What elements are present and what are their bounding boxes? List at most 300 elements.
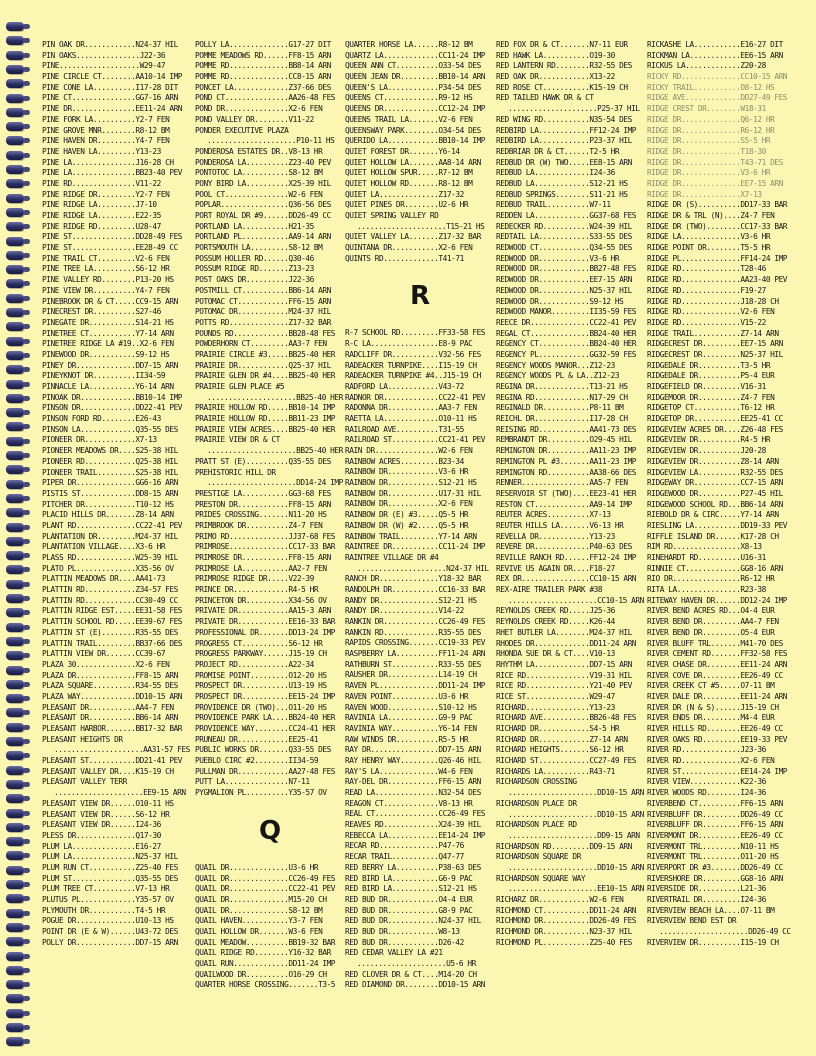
binding-ring: [6, 952, 24, 961]
street-entry-continuation: .....................T15-21 HS: [357, 221, 485, 231]
street-entry: RIDGE DR & TRL (N)....Z4-7 FEN: [647, 211, 775, 220]
street-entry: PONTOTOC LA...........S8-12 BM: [195, 168, 323, 178]
street-entry: REVERE DR.............P40-63 DES: [496, 542, 632, 552]
street-entry: PLUM LA...............E16-27: [42, 841, 161, 851]
street-entry: RICHMOND PL...........Z25-40 FES: [496, 937, 632, 947]
street-entry: PLUM RUN CT...........Z25-40 FES: [42, 862, 178, 872]
street-entry: RICHARD HEIGHTS.......S6-12 HR: [496, 745, 624, 755]
street-entry: QUIET SPRING VALLEY RD: [345, 211, 439, 220]
street-entry-continuation: .....................DD14-24 IMP: [207, 478, 343, 488]
street-entry: RIDGEWOOD DR..........P27-45 HIL: [647, 488, 783, 498]
street-entry: RAETTA LA.............O10-11 HS: [345, 413, 477, 423]
street-entry: QUIET HOLLOW RD.......R8-12 BM: [345, 178, 473, 188]
street-entry-continuation: .....................P10-11 HS: [207, 136, 335, 146]
street-entry: RICHARDSON CROSSING: [496, 777, 577, 787]
street-entry: PINE RIDGE DR.........Y2-7 FEN: [42, 189, 170, 199]
street-entry-continuation: .....................DD10-15 ARN: [508, 788, 644, 798]
street-entry: RED HAWK LA...........O19-30: [496, 50, 615, 60]
street-entry: RIDGE DR..............EE7-15 ARN: [647, 178, 783, 188]
street-entry: REX-AIRE TRAILER PARK #38: [496, 585, 603, 595]
binding-ring: [6, 51, 24, 60]
street-entry: PONDER EXECUTIVE PLAZA: [195, 125, 289, 135]
street-entry: PINE CONE LA..........I17-28 DIT: [42, 82, 178, 92]
street-entry: RIVER DR (N & S)......J15-19 CH: [647, 702, 779, 712]
binding-ring: [6, 494, 24, 503]
street-entry: PINE RIDGE LA.........E22-35: [42, 211, 161, 220]
street-entry: RAILROAD AVE..........T31-55: [345, 424, 464, 434]
street-entry: REGENCY PL............GG32-59 FES: [496, 349, 637, 359]
binding-ring: [6, 1037, 24, 1046]
street-entry: PRAIRIE VIEW DR & CT: [195, 435, 280, 445]
binding-ring: [6, 708, 24, 717]
street-entry: QUAIL DR..............S8-12 BM: [195, 905, 323, 915]
street-entry: RICKUS LA.............Z20-28: [647, 61, 766, 71]
street-entry: PINE VIEW DR..........Y4-7 FEN: [42, 285, 170, 295]
street-entry: RIVER BEND DR.........AA4-7 FEN: [647, 617, 779, 627]
street-entry: PRESTIGE LA...........GG3-68 FES: [195, 488, 331, 498]
street-entry: PINE...................W29-47: [42, 61, 166, 71]
street-entry: RIDGE DR..............T43-71 DES: [647, 157, 783, 167]
street-entry: RICHARD DR............S4-5 HR: [496, 724, 620, 733]
street-entry: PRIMROSE RIDGE DR.....V22-39: [195, 574, 314, 584]
street-entry: RADNOR DR.............CC22-41 PEV: [345, 392, 486, 402]
street-entry: RECAR TRAIL...........Q47-77: [345, 852, 464, 862]
street-entry: POOL CT...............W2-6 FEN: [195, 189, 323, 199]
street-entry: RAY-DEL DR............FF6-15 ARN: [345, 777, 481, 787]
street-entry: POLLY LA..............G17-27 DIT: [195, 40, 331, 49]
street-entry: PLUTUS PL.............Y35-57 OV: [42, 895, 174, 904]
street-entry: PROVIDENCE WAY........CC24-41 HER: [195, 724, 336, 733]
street-entry: PINEYKNOT DR..........II34-59: [42, 371, 166, 381]
street-entry: REMINGTON RD..........AA38-66 DES: [496, 467, 637, 477]
street-entry: POTOMAC DR............M24-37 HIL: [195, 307, 331, 317]
street-entry: RITA LA...............R23-38: [647, 585, 766, 595]
street-entry: RIVERMONT DR..........EE26-49 CC: [647, 830, 783, 840]
street-entry: REDBRIAR DR & CT......T2-5 HR: [496, 146, 620, 156]
street-entry: RED BUD DR............O4-4 EUR: [345, 894, 473, 904]
street-entry: PLANTATION DR.........M24-37 HIL: [42, 531, 178, 541]
street-entry: PRIDES CROSSING.......N11-20 HS: [195, 510, 327, 520]
street-entry: PIONEER DR............X7-13: [42, 435, 157, 445]
binding-ring: [6, 36, 24, 45]
street-entry: RICHARDSON SQUARE WAY: [496, 873, 586, 883]
street-entry: PROSPECT DR...........EE15-24 IMP: [195, 691, 336, 701]
binding-ring: [6, 623, 24, 632]
binding-ring: [6, 179, 24, 188]
street-entry: RIDGE PL..............FF14-24 IMP: [647, 253, 788, 263]
street-entry: REDBIRD LA............FF12-24 IMP: [496, 125, 637, 135]
street-entry: R-7 SCHOOL RD.........FF33-58 FES: [345, 328, 486, 338]
street-entry: PIN OAK DR............N24-37 HIL: [42, 40, 178, 49]
section-letter-heading: Q: [258, 815, 282, 846]
street-entry: QUIET VALLEY LA.......Z17-32 BAR: [345, 232, 481, 242]
street-entry-continuation: .....................DD10-15 ARN: [508, 862, 644, 872]
street-entry: RIDGEDALE DR..........T3-5 HR: [647, 360, 771, 370]
street-entry: QUAIL RUN.............DD11-24 IMP: [195, 959, 336, 968]
street-entry: RAINBOW TRAIL.........Y7-14 ARN: [345, 531, 477, 541]
street-entry: RIVER OAKS RD.........EE19-33 PEV: [647, 734, 788, 744]
binding-ring: [6, 22, 24, 31]
street-entry: REDBUD DR (W) TWO.....EE8-15 ARN: [496, 157, 632, 167]
street-entry: RIDGE POINT DR........T5-5 HR: [647, 243, 771, 253]
street-entry: RIDGE DR (S)..........DD17-33 BAR: [647, 200, 788, 210]
street-entry: REUTER HILLS LA.......V6-13 HR: [496, 520, 624, 530]
street-entry: RED BUD DR............D26-42: [345, 937, 464, 947]
binding-ring: [6, 265, 24, 274]
street-entry: PINSON DR.............DD22-41 PEV: [42, 403, 183, 413]
binding-ring: [6, 351, 24, 360]
street-entry: RIDGE DR..............V3-6 HR: [647, 168, 771, 178]
street-entry: RAY DR................DD7-15 ARN: [345, 745, 481, 755]
street-entry: RED BUD DR............W8-13: [345, 926, 460, 936]
street-entry: REVIVE US AGAIN DR....F18-27: [496, 563, 615, 573]
street-entry: RHYTHM LA.............DD7-15 ARN: [496, 659, 632, 669]
street-entry: RIVERPORT DR #3.......DD26-49 CC: [647, 862, 783, 872]
street-entry: RED BIRD LA...........S12-21 HS: [345, 884, 477, 894]
street-entry: RADONNA DR............AA3-7 FEN: [345, 403, 477, 413]
street-entry: QUAIL MEADOW..........BB19-32 BAR: [195, 937, 336, 947]
street-entry: RAINBOW DR............U17-31 HIL: [345, 488, 481, 498]
street-entry: RIDGE RD..............AA23-40 PEV: [647, 275, 788, 285]
street-entry: PRIVATE DR............AA15-3 ARN: [195, 606, 331, 616]
street-entry: RIDGEVIEW DR..........R4-5 HR: [647, 435, 771, 445]
street-entry: RIDGE RD..............J18-28 CH: [647, 296, 779, 306]
street-entry: PLUM TREE CT..........V7-13 HR: [42, 884, 170, 894]
street-entry: POGUE DR..............U10-13 HS: [42, 916, 174, 926]
street-entry: PROGRESS PARKWAY......J15-19 CH: [195, 649, 327, 659]
street-entry: QUAIL RIDGE RD........Y16-32 BAR: [195, 948, 331, 958]
binding-ring: [6, 780, 24, 789]
street-entry: RAINBOW DR (E) #3.....Q5-5 HR: [345, 510, 469, 520]
street-entry: PUTT LA...............N7-11: [195, 777, 310, 787]
street-entry: PLAZA WAY.............DD10-15 ARN: [42, 691, 183, 701]
street-entry: REDWOOD DR............S9-12 HS: [496, 296, 624, 306]
street-entry: RICHMOND DR...........DD26-49 FES: [496, 916, 637, 926]
street-entry: RIVER CREEK CT #5.....O7-11 BM: [647, 681, 775, 691]
street-entry: PINECREST DR..........S27-46: [42, 307, 161, 317]
street-entry: RADFORD LA............V43-72: [345, 381, 464, 391]
street-entry: RED FOX DR & CT.......N7-11 EUR: [496, 40, 628, 49]
street-entry: PROFESSIONAL DR.......DD13-24 IMP: [195, 627, 336, 637]
street-entry: PLAZA DR..............FF8-15 ARN: [42, 670, 178, 680]
binding-ring: [6, 237, 24, 246]
binding-ring: [6, 1009, 24, 1018]
street-entry: RHONDA SUE DR & CT....V10-13: [496, 649, 615, 659]
street-entry: RIVER BEND DR.........O5-4 EUR: [647, 627, 775, 637]
street-entry: PINE TREE LA..........S6-12 HR: [42, 264, 170, 274]
street-entry: RECAR RD..............P47-76: [345, 841, 464, 851]
street-entry: PLATTIN SCHOOL RD.....EE39-67 FES: [42, 617, 183, 627]
street-entry: PINE VALLEY RD........P13-20 HS: [42, 275, 174, 285]
street-entry: RIDGETOP CT...........T6-12 HR: [647, 403, 775, 413]
street-entry: PLESS DR..............Q17-30: [42, 830, 161, 840]
street-entry: QUARTER HORSE LA......R8-12 BM: [345, 40, 473, 49]
street-entry: RICHMOND CT...........DD11-24 ARN: [496, 905, 637, 915]
street-entry: QUEEN ANN CT..........O33-54 DES: [345, 61, 481, 71]
street-entry: PRIMROSE..............CC17-33 BAR: [195, 542, 336, 552]
street-entry: RICKASHE LA...........E16-27 DIT: [647, 40, 783, 49]
street-entry: RIDGE DR..............Q6-12 HR: [647, 114, 775, 124]
street-entry: REDBUD SPRINGS........S11-21 HS: [496, 189, 628, 199]
street-entry: PRAIRIE GLEN DR #4....BB25-40 HER: [195, 371, 336, 381]
binding-ring: [6, 680, 24, 689]
street-entry: PLANTATION VILLAGE....X3-6 HR: [42, 542, 166, 552]
street-entry: PINE RIDGE LA.........J7-10: [42, 200, 157, 210]
street-entry: PLATTIN RIDGE EST.....EE31-58 FES: [42, 606, 183, 616]
street-entry: RIDGEWAY DR...........CC7-15 ARN: [647, 478, 783, 488]
binding-ring: [6, 565, 24, 574]
street-index-page: [42, 40, 810, 1052]
street-entry: RICE RD...............Y21-40 PEV: [496, 681, 632, 691]
street-entry-continuation: .....................CC10-15 ARN: [508, 595, 644, 605]
street-entry: PONCET LA.............Z37-66 DES: [195, 82, 331, 92]
street-entry: PORTLAND LA...........H21-35: [195, 221, 314, 231]
street-entry: RIESLING LA...........DD19-33 PEV: [647, 520, 788, 530]
street-entry: RIDGEVIEW DR..........J20-28: [647, 446, 766, 456]
street-entry-continuation: .....................P25-37 HIL: [508, 104, 640, 114]
street-entry: PLATTIN VIEW DR.......CC39-67: [42, 649, 166, 659]
street-entry: RIDGE RD..............T28-46: [647, 264, 766, 274]
street-entry: PIN OAKS...............J22-36: [42, 50, 166, 60]
street-entry: QUEENS CT.............R9-12 HS: [345, 93, 473, 103]
binding-ring: [6, 422, 24, 431]
street-entry: POPLAR................Q36-56 DES: [195, 200, 331, 210]
binding-ring: [6, 737, 24, 746]
street-entry: PLEASANT HARBOR.......BB17-32 BAR: [42, 724, 183, 733]
street-entry: REGINA RD.............N17-29 CH: [496, 392, 628, 402]
street-entry: RICHARD AVE...........BB26-48 FES: [496, 713, 637, 723]
binding-ring: [6, 794, 24, 803]
street-entry: PINE RIDGE RD.........U28-47: [42, 221, 161, 231]
street-entry: POND DR...............X2-6 FEN: [195, 104, 323, 114]
street-entry: REDDEN LA.............GG37-68 FES: [496, 211, 637, 220]
street-entry: RINNIE CT.............GG8-16 ARN: [647, 563, 783, 573]
street-entry: PONY BIRD LA..........X25-39 HIL: [195, 178, 331, 188]
binding-ring: [6, 508, 24, 517]
street-entry: RICHARDSON RD.........DD9-15 ARN: [496, 841, 632, 851]
street-entry-continuation: .....................DD9-15 ARN: [508, 830, 640, 840]
street-entry: RIVER ST..............EE14-24 IMP: [647, 766, 788, 776]
binding-ring: [6, 151, 24, 160]
street-entry: PLATTIN RD............Z34-57 FES: [42, 585, 178, 595]
street-entry: RADEACKER TURNPIKE #4..J15-19 CH: [345, 371, 481, 381]
street-entry: PLUM ST...............Q35-55 DES: [42, 873, 178, 883]
street-entry: PLUM LA...............N25-37 HIL: [42, 852, 178, 862]
street-entry: REX DR................CC10-15 ARN: [496, 574, 637, 584]
street-entry: REDECKER RD...........W24-39 HIL: [496, 221, 632, 231]
street-entry: RICKY RD..............CC10-15 ARN: [647, 72, 788, 82]
street-entry: REYNOLDS CREEK RD.....K26-44: [496, 617, 615, 627]
street-entry: QUEENS TRAIL LA.......V2-6 FEN: [345, 114, 473, 124]
street-entry: PLEASANT VIEW DR......S6-12 HR: [42, 809, 170, 819]
street-entry: RAINBOW ACRES.........B23-34: [345, 456, 464, 466]
index-column-1: [42, 40, 192, 948]
street-entry: RED OAK DR............X13-22: [496, 72, 615, 82]
street-entry: RIDGE DR..............R6-12 HR: [647, 125, 775, 135]
street-entry: PLAZA SQUARE..........R34-55 DES: [42, 681, 178, 691]
index-column-4: [496, 40, 646, 948]
street-entry: PINE HAVEN LA.........Y13-23: [42, 146, 161, 156]
street-entry: REUTER ACRES..........X7-13: [496, 510, 611, 520]
street-entry: RAINBOW DR (W) #2.....Q5-5 HR: [345, 520, 469, 530]
street-entry: PRAIRIE DR............Q25-37 HIL: [195, 360, 331, 370]
street-entry: RIVERVIEW BEACH LA....O7-11 BM: [647, 905, 775, 915]
street-entry: RICHARDSON SQUARE DR: [496, 852, 581, 862]
street-entry: RAILROAD ST...........CC21-41 PEV: [345, 435, 486, 445]
street-entry: PINE DR...............EE11-24 ARN: [42, 104, 183, 114]
binding-ring: [6, 194, 24, 203]
street-entry: PLEASANT DR...........AA4-7 FEN: [42, 702, 174, 712]
binding-ring: [6, 294, 24, 303]
street-entry: RADCLIFF DR...........V32-56 FES: [345, 349, 481, 359]
street-entry: RICHARD ST............CC27-49 FES: [496, 756, 637, 766]
binding-ring: [6, 751, 24, 760]
street-entry: REDBUD TRAIL..........W7-11: [496, 200, 611, 210]
street-entry: PROJECT RD............A22-34: [195, 659, 314, 669]
street-entry: RIVERVIEW BEND EST DR: [647, 916, 737, 926]
street-entry: REVELLA DR............Y13-23: [496, 531, 615, 541]
street-entry: RIVERVIEW DR..........I15-19 CH: [647, 937, 779, 947]
street-entry: QUAIL DR..............CC22-41 PEV: [195, 884, 336, 894]
street-entry: PLEASANT VALLEY TERR: [42, 777, 127, 787]
street-entry: RIVER RD..............X2-6 FEN: [647, 756, 775, 766]
street-entry: PINSON FORD RD........E26-43: [42, 414, 161, 424]
binding-ring: [6, 966, 24, 975]
street-entry: PUEBLO CIRC #2........II34-59: [195, 756, 319, 766]
street-entry: PIONEER RD............Q25-38 HIL: [42, 456, 178, 466]
street-entry: RAINTREE DR...........CC11-24 IMP: [345, 542, 486, 552]
binding-ring: [6, 837, 24, 846]
street-entry: RAPIDS CROSSING.......CC19-33 PEV: [345, 638, 486, 648]
street-entry: PLEASANT VIEW DR......O10-11 HS: [42, 798, 174, 808]
street-entry: PROMISE POINT.........O12-20 HS: [195, 670, 327, 680]
street-entry: QUAIL DR..............M15-20 CH: [195, 894, 327, 904]
street-entry: REMINGTON PL #3.......AA11-23 IMP: [496, 456, 637, 466]
street-entry: PUBLIC WORKS DR.......Q33-55 DES: [195, 745, 331, 755]
street-entry: REMINGTON DR..........AA11-23 IMP: [496, 446, 637, 456]
street-entry: RAINBOW DR............V3-6 HR: [345, 467, 469, 477]
street-entry: RAVINIA LA............G9-9 PAC: [345, 713, 473, 723]
street-entry: RIDGEMOOR DR..........Z4-7 FEN: [647, 392, 775, 402]
street-entry: RIDGE RD..............V2-6 FEN: [647, 307, 775, 317]
binding-ring: [6, 980, 24, 989]
spiral-binding: [0, 0, 34, 1056]
binding-ring: [6, 694, 24, 703]
street-entry: PINE CT...............GG7-16 ARN: [42, 93, 178, 103]
street-entry: QUERIDO LA............BB10-14 IMP: [345, 136, 486, 146]
street-entry: POWDERHORN CT.........AA3-7 FEN: [195, 339, 327, 349]
street-entry: REDWOOD CT............Q34-55 DES: [496, 243, 632, 253]
binding-ring: [6, 651, 24, 660]
street-entry: QUEENSWAY PARK........O34-54 DES: [345, 125, 481, 135]
street-entry: REAGON CT.............V8-13 HR: [345, 798, 473, 808]
street-entry: RIVER WOODS RD........I24-36: [647, 788, 766, 798]
street-entry: PIONEER TRAIL.........S25-38 HIL: [42, 467, 178, 477]
binding-ring: [6, 766, 24, 775]
street-entry: RAIN DR...............W2-6 FEN: [345, 446, 473, 455]
street-entry: POLLY DR..............DD7-15 ARN: [42, 937, 178, 947]
street-entry: RESTON CT.............AA9-14 IMP: [496, 499, 632, 509]
street-entry: PONDEROSA LA..........Z23-40 PEV: [195, 157, 331, 167]
street-entry: PINEBROOK DR & CT.....CC9-15 ARN: [42, 296, 178, 306]
binding-ring: [6, 408, 24, 417]
index-column-5: [647, 40, 803, 948]
street-entry-continuation: .....................DD26-49 CC: [659, 927, 791, 937]
street-entry: PRATT ST (E)..........Q35-55 DES: [195, 456, 331, 466]
street-entry-continuation: .....................AA31-57 FES: [54, 745, 190, 755]
street-entry: QUEEN'S LA............P34-54 DES: [345, 82, 481, 92]
street-entry: POST OAKS DR..........J22-36: [195, 275, 314, 285]
street-entry: RED CEDAR VALLEY LA #21: [345, 948, 443, 958]
street-entry: RIEBOLD DR & CIRC.....Y7-14 ARN: [647, 510, 779, 520]
binding-ring: [6, 122, 24, 131]
street-entry: RIVER CEMENT RD.......FF32-58 FES: [647, 649, 788, 659]
street-entry: RED LANTERN RD........R32-55 DES: [496, 61, 632, 71]
street-entry: RICHARD...............Y13-23: [496, 702, 615, 712]
street-entry: REECE DR..............CC22-41 PEV: [496, 317, 637, 327]
index-column-2: [195, 40, 345, 991]
street-entry: PIONEER MEADOWS DR....S25-38 HIL: [42, 446, 178, 456]
street-entry: PREHISTORIC HILL DR: [195, 467, 276, 477]
street-entry: POND CT...............AA26-48 FES: [195, 93, 336, 103]
binding-ring: [6, 322, 24, 331]
street-entry: PLEASANT DR...........BB6-14 ARN: [42, 713, 178, 723]
street-entry: RIDGE DR..............X7-13: [647, 189, 762, 199]
street-entry: QUEENS DR.............CC12-24 IMP: [345, 104, 486, 114]
street-entry: PULLMAN DR............AA27-48 FES: [195, 766, 336, 776]
street-entry: PINETREE RIDGE LA #19..X2-6 FEN: [42, 339, 174, 349]
street-entry: RIDGE RD..............F19-27: [647, 285, 766, 295]
street-entry: POND VALLEY DR........V11-22: [195, 114, 314, 124]
street-entry: PINE RD...............V11-22: [42, 178, 161, 188]
binding-ring: [6, 866, 24, 875]
street-entry: PLATTIN RD............CC30-49 CC: [42, 595, 178, 605]
street-entry: REVILLE RANCH RD......FF12-24 IMP: [496, 553, 637, 562]
street-entry: REDWOOD DR............N25-37 HIL: [496, 285, 632, 295]
street-entry: QUIET HOLLOW LA.......AA8-14 ARN: [345, 157, 481, 167]
street-entry: PLATTIN MEADOWS DR....AA41-73: [42, 574, 166, 584]
street-entry: RICHARDSON PLACE DR: [496, 798, 577, 808]
street-entry: RED DIAMOND DR........DD10-15 ARN: [345, 980, 486, 990]
street-entry-continuation: .....................DD10-15 ARN: [508, 809, 644, 819]
binding-ring: [6, 165, 24, 174]
street-entry: RIDGEDALE DR..........P5-4 EUR: [647, 371, 775, 381]
binding-ring: [6, 666, 24, 675]
street-entry: PINOAK DR.............BB10-14 IMP: [42, 392, 183, 402]
street-entry: PRIMO RD..............JJ37-68 FES: [195, 531, 336, 541]
street-entry: POMME RD..............BB8-14 ARN: [195, 61, 331, 71]
street-entry: RIVER CHASE DR........EE11-24 ARN: [647, 659, 788, 669]
street-entry: RIVERMONT TRL.........N10-11 HS: [647, 841, 779, 851]
street-entry: PINE ST...............EE28-49 CC: [42, 243, 178, 253]
street-entry: RED TAILED HAWK DR & CT: [496, 93, 594, 103]
street-entry: QUAILWOOD DR..........O16-29 CH: [195, 969, 327, 979]
binding-ring: [6, 909, 24, 918]
street-entry: QUAIL HAVEN...........Y3-7 FEN: [195, 916, 323, 926]
street-entry: RIDGE DR..............S5-5 HR: [647, 136, 771, 146]
street-entry: PINE CIRCLE CT........AA10-14 IMP: [42, 72, 183, 82]
binding-ring: [6, 551, 24, 560]
binding-ring: [6, 994, 24, 1003]
street-entry: REGENCY WOODS MANOR...Z12-23: [496, 360, 615, 370]
street-entry: PINNACLE LA...........Y6-14 ARN: [42, 382, 174, 391]
street-entry: PROVIDENCE PARK LA....BB24-40 HER: [195, 713, 336, 723]
street-entry: RIFFLE ISLAND DR......K17-28 CH: [647, 531, 779, 541]
street-entry: RIDGETOP DR...........EE25-41 CC: [647, 414, 783, 424]
binding-ring: [6, 809, 24, 818]
street-entry: RICKMAN LA............EE6-15 ARN: [647, 50, 783, 60]
binding-ring: [6, 723, 24, 732]
